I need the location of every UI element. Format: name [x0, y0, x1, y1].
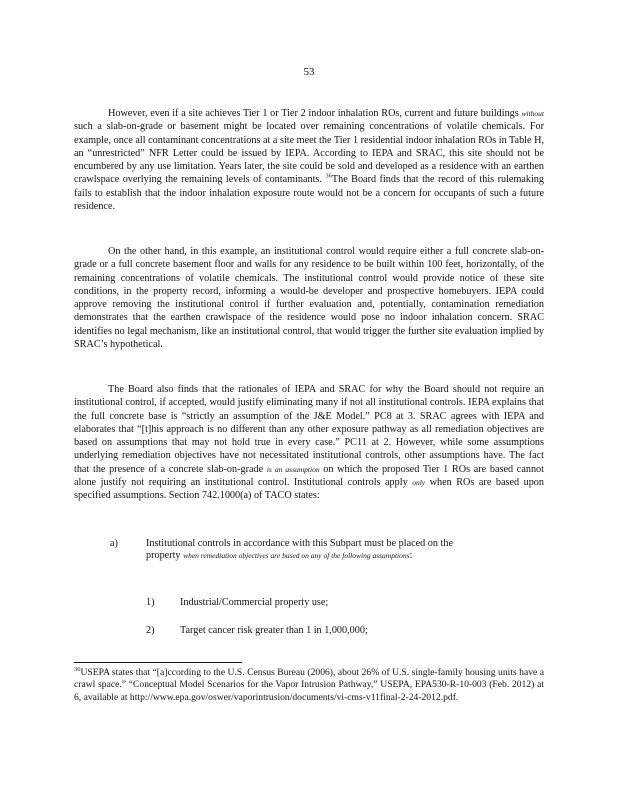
page-number: 53 — [303, 66, 315, 78]
paragraph-crawlspace-example — [74, 107, 544, 213]
paragraph-text: The Board also finds that the rationales of IEPA and SRAC for why the Board should not require an institutional control, if accepted, would justify eliminating many if not all institutional controls. IEPA explains that the full concrete base is “strictly an assumption of the J&E Model.” PC8 at 3. SRAC agrees with IEPA and elaborates that “[t]his approach is no different than any other exposure pathway as all remediation objectives are based on assumptions that may not hold true in every case.” PC11 at 2. However, while some assumptions underlying remediation objectives have not necessitated institutional controls, other assumptions have. The fact that the presence of a concrete slab-on-grade — [74, 384, 544, 475]
list-item — [146, 597, 328, 608]
paragraph-text: on which the proposed Tier 1 ROs are based cannot alone justify not requiring an institutional control. Institutional controls apply — [74, 463, 544, 489]
paragraph-text: On the other hand, in this example, an institutional control would require either a full concrete slab-on-grade or a full concrete basement floor and walls for any residence to be built within 100 feet, horizontally, of the remaining concentrations of volatile chemicals. The institutional control would provide notice of these site conditions, in the property record, informing a would-be developer and prospective homebuyers. IEPA could approve removing the institutional control if further evaluation and, potentially, contamination remediation demonstrates that the earthen crawlspace of the residence would pose no indoor inhalation concern. SRAC identifies no legal mechanism, like an institutional control, that would trigger the further site evaluation implied by SRAC’s hypothetical. — [74, 246, 544, 351]
list-item-number: 1) — [146, 597, 155, 608]
footnote-text: USEPA states that “[a]ccording to the U.S. Census Bureau (2006), about 26% of U.S. single-family housing units have a crawl space.” “Conceptual Model Scenarios for the Vapor Intrusion Pathway,” USEPA, EPA530-R-10-003 (Feb. 2012) at 6, available at http://www.epa.gov/oswer/vaporintrusion/documents/vi-cms-v11final-2-24-2012.pdf. — [74, 667, 544, 703]
list-item-text: Industrial/Commercial property use; — [180, 597, 329, 608]
list-item-number: 2) — [146, 625, 155, 636]
footnote-number: 36 — [74, 665, 81, 673]
paragraph-text: The Board finds that the record of this rulemaking fails to establish that the indoor inhalation exposure route would not be a concern for occupants of such a future residence. — [74, 174, 544, 213]
paragraph-institutional-control — [74, 245, 544, 351]
list-marker: a) — [110, 538, 118, 549]
footnote — [74, 667, 544, 704]
quoted-text-part: : — [409, 550, 413, 561]
paragraph-text: such a slab-on-grade or basement might be located over remaining concentrations of volatile chemicals. For example, once all contaminant concentrations at a site meet the Tier 1 residential indoor inhalation ROs in Table H, an “unrestricted” NFR Letter could be issued by IEPA. According to IEPA and SRAC, this site should not be encumbered by any use limitation. Years later, the site could be sold and developed as a residence with an earthen crawlspace overlying the remaining levels of contaminants. — [74, 121, 544, 186]
paragraph-text: when ROs are based upon specified assumptions. Section 742.1000(a) of TACO states: — [74, 477, 544, 502]
quoted-text — [146, 538, 476, 562]
footnote-reference: 36 — [325, 173, 332, 181]
paragraph-text: However, even if a site achieves Tier 1 or Tier 2 indoor inhalation ROs, current and future buildings — [108, 108, 522, 119]
paragraph-board-findings — [74, 383, 544, 503]
emphasis-text: without — [521, 109, 544, 118]
emphasis-text: when remediation objectives are based on any of the following assumptions — [183, 551, 410, 560]
footnote-divider — [74, 662, 242, 663]
emphasis-text: only — [412, 478, 426, 488]
list-item-text: Target cancer risk greater than 1 in 1,000,000; — [180, 625, 368, 636]
quoted-text-part: Institutional controls in accordance with this Subpart must be placed on the property — [146, 538, 453, 561]
emphasis-text: is an assumption — [266, 464, 320, 474]
list-item — [146, 625, 368, 636]
